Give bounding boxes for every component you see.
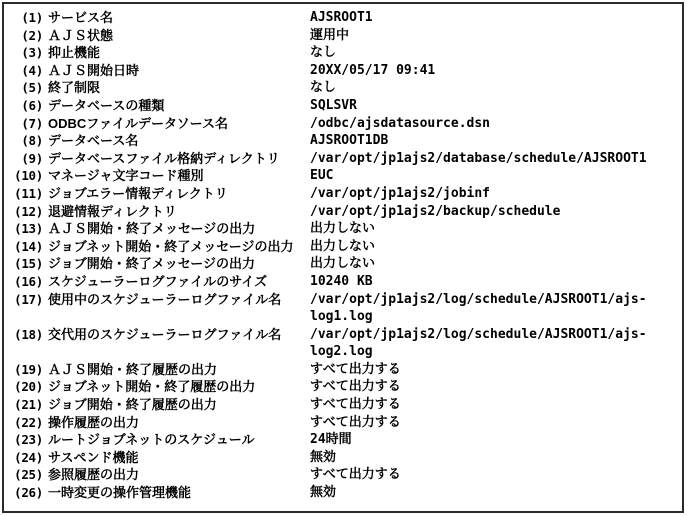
row-number: (20): [14, 379, 43, 395]
row-label-cell: [13, 220, 310, 238]
row-label-cell: [13, 326, 310, 344]
row-label-cell: [13, 9, 310, 27]
row-label-cell: [13, 238, 310, 256]
row-label-cell: [13, 97, 310, 115]
table-row: [13, 484, 676, 502]
row-value: 無効: [310, 449, 337, 465]
row-label: サスペンド機能: [48, 449, 139, 465]
table-row: [13, 79, 676, 97]
status-rows: [13, 9, 676, 502]
row-value: /var/opt/jp1ajs2/database/schedule/AJSROOT1: [310, 150, 647, 166]
row-number: (13): [14, 221, 43, 237]
service-status-listing: [2, 2, 684, 513]
row-value: すべて出力する: [310, 467, 401, 483]
table-row: [13, 97, 676, 115]
table-row: [13, 431, 676, 449]
row-label: ジョブネット開始・終了メッセージの出力: [48, 238, 294, 254]
row-label: 一時変更の操作管理機能: [48, 485, 192, 501]
row-number: (18): [14, 326, 43, 342]
table-row: [13, 326, 676, 361]
row-label: 終了制限: [48, 80, 101, 96]
row-label: ジョブ開始・終了メッセージの出力: [48, 256, 255, 272]
table-row: [13, 62, 676, 80]
row-label-cell: [13, 291, 310, 309]
row-value: /var/opt/jp1ajs2/jobinf: [310, 185, 491, 201]
table-row: [13, 466, 676, 484]
row-label: ジョブエラー情報ディレクトリ: [48, 185, 228, 201]
table-row: [13, 185, 676, 203]
row-number: (21): [14, 397, 43, 413]
row-value: すべて出力する: [310, 379, 401, 395]
row-label: データベースファイル格納ディレクトリ: [48, 150, 280, 166]
row-number: (5): [21, 80, 43, 96]
table-row: [13, 132, 676, 150]
row-number: (19): [14, 361, 43, 377]
table-row: [13, 44, 676, 62]
row-value: EUC: [310, 168, 334, 184]
table-row: [13, 150, 676, 168]
row-label-cell: [13, 414, 310, 432]
row-value: すべて出力する: [310, 361, 401, 377]
row-number: (26): [14, 485, 43, 501]
row-value: 24時間: [310, 432, 352, 448]
row-label-cell: [13, 273, 310, 291]
table-row: [13, 203, 676, 221]
table-row: [13, 255, 676, 273]
row-number: (1): [21, 10, 43, 25]
row-label: 退避情報ディレクトリ: [48, 203, 177, 219]
row-number: (25): [14, 467, 43, 483]
row-label-cell: [13, 431, 310, 449]
row-label: サービス名: [48, 10, 114, 25]
row-label: ルートジョブネットのスケジュール: [48, 432, 255, 448]
row-label: ジョブ開始・終了履歴の出力: [48, 397, 217, 413]
row-value: /odbc/ajsdatasource.dsn: [310, 115, 491, 131]
table-row: [13, 361, 676, 379]
table-row: [13, 291, 676, 326]
row-value: 無効: [310, 485, 337, 501]
row-label: データベース名: [48, 133, 139, 149]
table-row: [13, 396, 676, 414]
row-label-cell: [13, 378, 310, 396]
table-row: [13, 378, 676, 396]
row-value: 出力しない: [310, 256, 376, 272]
row-value: すべて出力する: [310, 397, 401, 413]
row-label-cell: [13, 132, 310, 150]
table-row: [13, 167, 676, 185]
table-row: [13, 414, 676, 432]
row-label-cell: [13, 484, 310, 502]
row-number: (4): [21, 62, 43, 78]
row-label: 交代用のスケジューラーログファイル名: [48, 326, 282, 342]
table-row: [13, 115, 676, 133]
row-number: (3): [21, 45, 43, 61]
row-number: (24): [14, 449, 43, 465]
row-value: /var/opt/jp1ajs2/log/schedule/AJSROOT1/ajs-log1.log: [310, 291, 647, 325]
row-label: スケジューラーログファイルのサイズ: [48, 273, 268, 289]
row-label: ＡＪＳ状態: [48, 27, 114, 43]
row-label: データベースの種類: [48, 97, 165, 113]
table-row: [13, 238, 676, 256]
row-label: 使用中のスケジューラーログファイル名: [48, 291, 282, 307]
table-row: [13, 220, 676, 238]
row-number: (15): [14, 256, 43, 272]
row-label-cell: [13, 150, 310, 168]
row-number: (16): [14, 273, 43, 289]
row-number: (11): [14, 185, 43, 201]
row-value: なし: [310, 80, 337, 96]
row-value: なし: [310, 45, 337, 61]
row-value: /var/opt/jp1ajs2/log/schedule/AJSROOT1/ajs-log2.log: [310, 326, 647, 360]
row-label: 参照履歴の出力: [48, 467, 140, 483]
row-label-cell: [13, 185, 310, 203]
row-value: /var/opt/jp1ajs2/backup/schedule: [310, 203, 561, 219]
row-label: ＡＪＳ開始・終了履歴の出力: [48, 361, 218, 377]
row-number: (10): [14, 168, 43, 184]
row-label-cell: [13, 396, 310, 414]
row-label: 操作履歴の出力: [48, 414, 140, 430]
row-value: 10240 KB: [310, 273, 373, 289]
row-number: (23): [14, 432, 43, 448]
table-row: [13, 449, 676, 467]
row-label-cell: [13, 167, 310, 185]
row-value: 運用中: [310, 27, 350, 43]
row-label: マネージャ文字コード種別: [48, 168, 204, 184]
row-label: ＡＪＳ開始日時: [48, 62, 140, 78]
row-label-cell: [13, 115, 310, 133]
row-value: AJSROOT1: [310, 10, 373, 25]
row-label-cell: [13, 44, 310, 62]
row-label-cell: [13, 255, 310, 273]
row-number: (9): [21, 150, 43, 166]
row-label-cell: [13, 361, 310, 379]
row-number: (2): [21, 27, 43, 43]
row-label: ＡＪＳ開始・終了メッセージの出力: [48, 221, 256, 237]
row-value: 20XX/05/17 09:41: [310, 62, 436, 78]
row-number: (17): [14, 291, 43, 307]
row-value: 出力しない: [310, 221, 376, 237]
row-value: AJSROOT1DB: [310, 133, 389, 149]
row-label-cell: [13, 449, 310, 467]
row-value: 出力しない: [310, 238, 376, 254]
row-label: 抑止機能: [48, 45, 101, 61]
row-number: (7): [21, 115, 43, 131]
row-number: (8): [21, 133, 43, 149]
row-number: (6): [21, 97, 43, 113]
row-number: (22): [14, 414, 43, 430]
row-label-cell: [13, 79, 310, 97]
table-row: [13, 9, 676, 27]
row-label-cell: [13, 203, 310, 221]
table-row: [13, 273, 676, 291]
row-value: すべて出力する: [310, 414, 401, 430]
row-label: ジョブネット開始・終了履歴の出力: [48, 379, 256, 395]
row-label-cell: [13, 27, 310, 45]
row-label-cell: [13, 62, 310, 80]
table-row: [13, 27, 676, 45]
row-label-cell: [13, 466, 310, 484]
row-number: (12): [14, 203, 43, 219]
row-label: ODBCファイルデータソース名: [48, 115, 228, 131]
row-number: (14): [14, 238, 43, 254]
row-value: SQLSVR: [310, 97, 357, 113]
